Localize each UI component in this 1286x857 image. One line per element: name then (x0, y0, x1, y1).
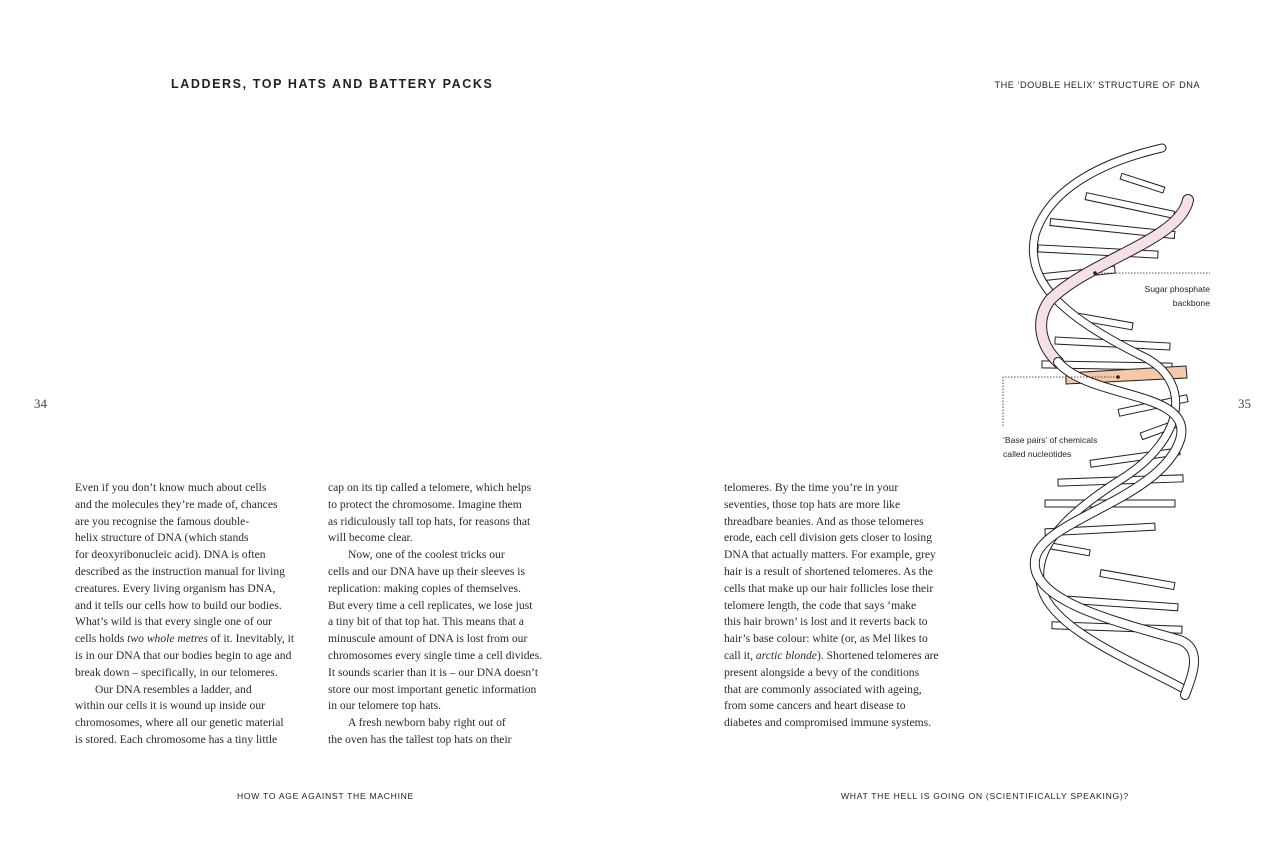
text-line: telomeres. By the time you’re in your (724, 481, 899, 494)
text-line: present alongside a bevy of the conditions (724, 665, 920, 679)
text-line: seventies, those top hats are more like (724, 497, 901, 511)
text-line: in our telomere top hats. (328, 699, 442, 713)
text-line: diabetes and compromised immune systems. (724, 716, 932, 730)
base-pair-leader-dot (1116, 375, 1120, 379)
text-fragment: cells holds (75, 632, 128, 646)
text-line: and it tells our cells how to build our bodies. (75, 598, 282, 612)
annotation-base-pairs (1003, 434, 1097, 461)
text-line: the oven has the tallest top hats on their (328, 732, 512, 746)
text-line: Even if you don’t know much about cells (75, 481, 267, 494)
text-line: Our DNA resembles a ladder, and (95, 682, 252, 696)
text-line: replication: making copies of themselves. (328, 581, 521, 595)
running-footer-left: HOW TO AGE AGAINST THE MACHINE (237, 791, 414, 801)
text-line: this hair brown’ is lost and it reverts back to (724, 615, 928, 629)
emphasis-text: two whole metres (127, 632, 208, 646)
text-line: cells that make up our hair follicles lose their (724, 581, 934, 595)
text-line: erode, each cell division gets closer to losing (724, 531, 932, 545)
running-footer-right: WHAT THE HELL IS GOING ON (SCIENTIFICALLY SPEAKING)? (841, 791, 1129, 801)
annotation-line: Sugar phosphate (1144, 284, 1210, 294)
annotation-line: backbone (1172, 297, 1210, 308)
text-line: But every time a cell replicates, we lose just (328, 598, 533, 612)
text-line: a tiny bit of that top hat. This means that a (328, 615, 524, 629)
body-text-column-1 (75, 480, 294, 749)
text-line: are you recognise the famous double- (75, 514, 250, 528)
text-line (724, 648, 939, 665)
text-line: within our cells it is wound up inside our (75, 699, 265, 713)
page-number-right: 35 (1238, 396, 1251, 411)
body-text-column-2 (328, 480, 542, 749)
text-line: Now, one of the coolest tricks our (348, 548, 505, 562)
text-fragment: ). Shortened telomeres are (816, 648, 939, 662)
annotation-line: called nucleotides (1003, 448, 1072, 459)
text-line: It sounds scarier than it is – our DNA doesn’t (328, 665, 539, 679)
text-line: minuscule amount of DNA is lost from our (328, 632, 528, 646)
text-line: described as the instruction manual for living (75, 564, 285, 578)
text-line: telomere length, the code that says ‘make (724, 598, 917, 612)
body-text-column-3 (724, 480, 939, 732)
backbone-leader-dot (1093, 271, 1097, 275)
text-line: and the molecules they’re made of, chances (75, 497, 278, 511)
text-line: cells and our DNA have up their sleeves is (328, 564, 526, 578)
text-line: will become clear. (328, 531, 413, 545)
annotation-line: ‘Base pairs’ of chemicals (1003, 435, 1098, 445)
text-line: to protect the chromosome. Imagine them (328, 497, 522, 511)
text-line: is in our DNA that our bodies begin to age and (75, 648, 292, 662)
text-line: store our most important genetic information (328, 682, 537, 696)
annotation-sugar-phosphate-backbone (1145, 283, 1210, 310)
text-line: chromosomes every single time a cell divides. (328, 648, 543, 662)
text-line: DNA that actually matters. For example, grey (724, 548, 936, 562)
text-line: is stored. Each chromosome has a tiny little (75, 732, 278, 746)
text-line: from some cancers and heart disease to (724, 699, 906, 713)
figure-title: THE ‘DOUBLE HELIX’ STRUCTURE OF DNA (994, 80, 1200, 90)
text-line: for deoxyribonucleic acid). DNA is often (75, 548, 266, 562)
text-line: cap on its tip called a telomere, which helps (328, 481, 532, 494)
text-line: as ridiculously tall top hats, for reasons that (328, 514, 531, 528)
text-line: hair’s base colour: white (or, as Mel likes to (724, 632, 928, 646)
text-line: What’s wild is that every single one of our (75, 615, 273, 629)
page-number-left: 34 (34, 396, 47, 411)
text-fragment: call it, (724, 648, 756, 662)
text-line: that are commonly associated with ageing, (724, 682, 922, 696)
text-line: break down – specifically, in our telomeres. (75, 665, 278, 679)
text-line: creatures. Every living organism has DNA, (75, 581, 276, 595)
text-line: helix structure of DNA (which stands (75, 531, 249, 545)
emphasis-text: arctic blonde (755, 648, 817, 662)
text-line: chromosomes, where all our genetic material (75, 716, 284, 730)
text-fragment: of it. Inevitably, it (207, 632, 295, 646)
dna-double-helix-illustration (990, 140, 1230, 702)
chapter-heading: LADDERS, TOP HATS AND BATTERY PACKS (171, 77, 494, 91)
text-line: A fresh newborn baby right out of (348, 716, 506, 730)
text-line (75, 631, 294, 648)
text-line: hair is a result of shortened telomeres. As the (724, 564, 933, 578)
text-line: threadbare beanies. And as those telomeres (724, 514, 924, 528)
